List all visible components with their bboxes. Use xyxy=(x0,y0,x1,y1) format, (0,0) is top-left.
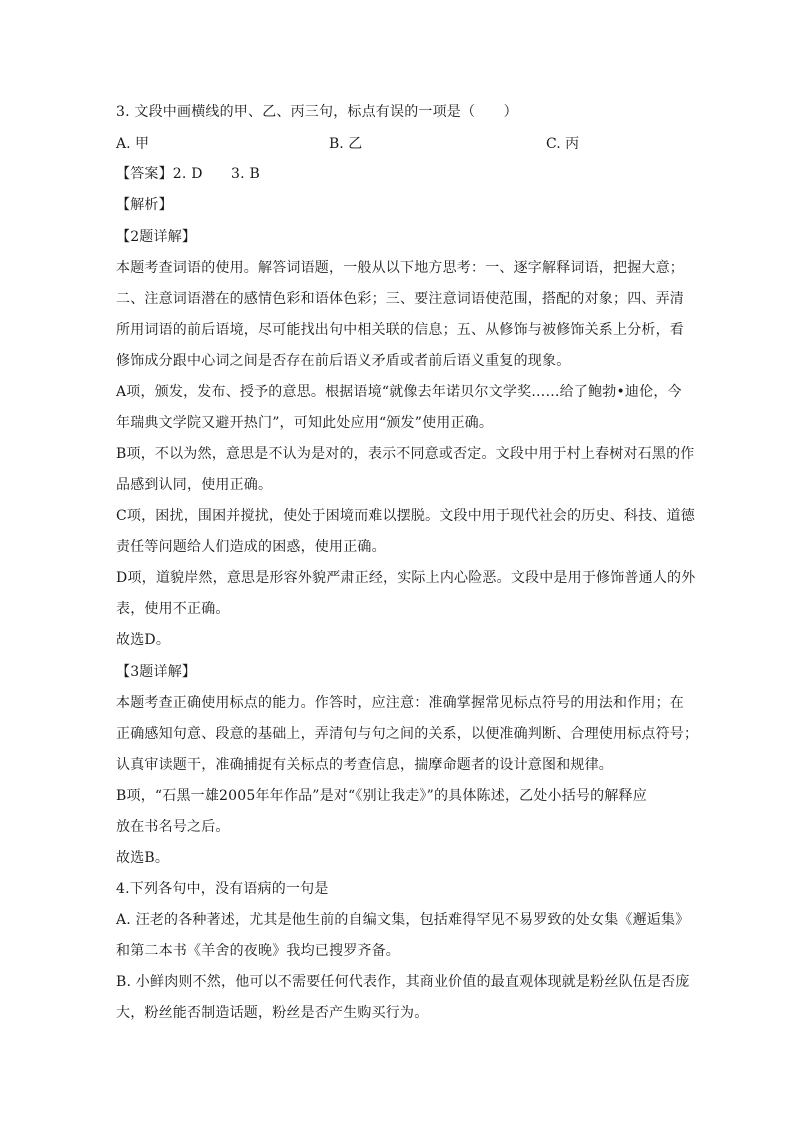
option-a: A. 甲 xyxy=(116,136,150,152)
q4-line: A. 汪老的各种著述，尤其是他生前的自编文集，包括难得罕见不易罗致的处女集《邂逅集》 xyxy=(116,912,690,928)
q2-line: C项，困扰，围困并搅扰，使处于困境而难以摆脱。文段中用于现代社会的历史、科技、道德 xyxy=(116,508,695,524)
q2-line: 责任等问题给人们造成的困惑，使用正确。 xyxy=(116,539,386,555)
question-3-stem: 3. 文段中画横线的甲、乙、丙三句，标点有误的一项是（ ） xyxy=(116,104,518,120)
q2-heading: 【2题详解】 xyxy=(116,229,197,245)
q4-line: B. 小鲜肉则不然，他可以不需要任何代表作，其商业价值的最直观体现就是粉丝队伍是否庞 xyxy=(116,974,690,990)
q3-line: 故选B。 xyxy=(116,850,170,866)
q3-line: B项，“石黑一雄2005年年作品”是对“《别让我走》”的具体陈述，乙处小括号的解释应 xyxy=(116,788,647,804)
q3-line: 放在书名号之后。 xyxy=(116,819,230,835)
q3-heading: 【3题详解】 xyxy=(116,664,197,680)
option-b: B. 乙 xyxy=(329,136,363,152)
q4-line: 大，粉丝能否制造话题，粉丝是否产生购买行为。 xyxy=(116,1005,429,1021)
q3-line: 认真审读题干，准确捕捉有关标点的考查信息，揣摩命题者的设计意图和规律。 xyxy=(116,757,613,773)
q2-line: 本题考查词语的使用。解答词语题，一般从以下地方思考：一、逐字解释词语，把握大意； xyxy=(116,260,684,276)
q2-line: 二、注意词语潜在的感情色彩和语体色彩；三、要注意词语使范围，搭配的对象；四、弄清 xyxy=(116,291,684,307)
question-4-stem: 4.下列各句中，没有语病的一句是 xyxy=(116,881,329,897)
q2-line: 年瑞典文学院又避开热门”，可知此处应用“颁发”使用正确。 xyxy=(116,415,494,431)
q2-line: 修饰成分跟中心词之间是否存在前后语义矛盾或者前后语义重复的现象。 xyxy=(116,353,571,369)
q3-line: 本题考查正确使用标点的能力。作答时，应注意：准确掌握常见标点符号的用法和作用；在 xyxy=(116,695,684,711)
q4-line: 和第二本书《羊舍的夜晚》我均已搜罗齐备。 xyxy=(116,943,400,959)
q2-line: B项，不以为然，意思是不认为是对的，表示不同意或否定。文段中用于村上春树对石黑的作 xyxy=(116,446,695,462)
option-c: C. 丙 xyxy=(546,136,580,152)
q2-line: D项，道貌岸然，意思是形容外貌严肃正经，实际上内心险恶。文段中是用于修饰普通人的外 xyxy=(116,570,696,586)
q2-line: 表，使用不正确。 xyxy=(116,601,230,617)
answer-line: 【答案】2. D 3. B xyxy=(116,166,260,182)
analysis-heading: 【解析】 xyxy=(116,197,173,213)
q3-line: 正确感知句意、段意的基础上，弄清句与句之间的关系，以便准确判断、合理使用标点符号； xyxy=(116,726,699,742)
q2-line: 品感到认同，使用正确。 xyxy=(116,477,273,493)
q2-line: 故选D。 xyxy=(116,632,171,648)
q2-line: 所用词语的前后语境，尽可能找出句中相关联的信息；五、从修饰与被修饰关系上分析，看 xyxy=(116,322,684,338)
q2-line: A项，颁发，发布、授予的意思。根据语境“就像去年诺贝尔文学奖……给了鲍勃•迪伦，今 xyxy=(116,384,682,400)
